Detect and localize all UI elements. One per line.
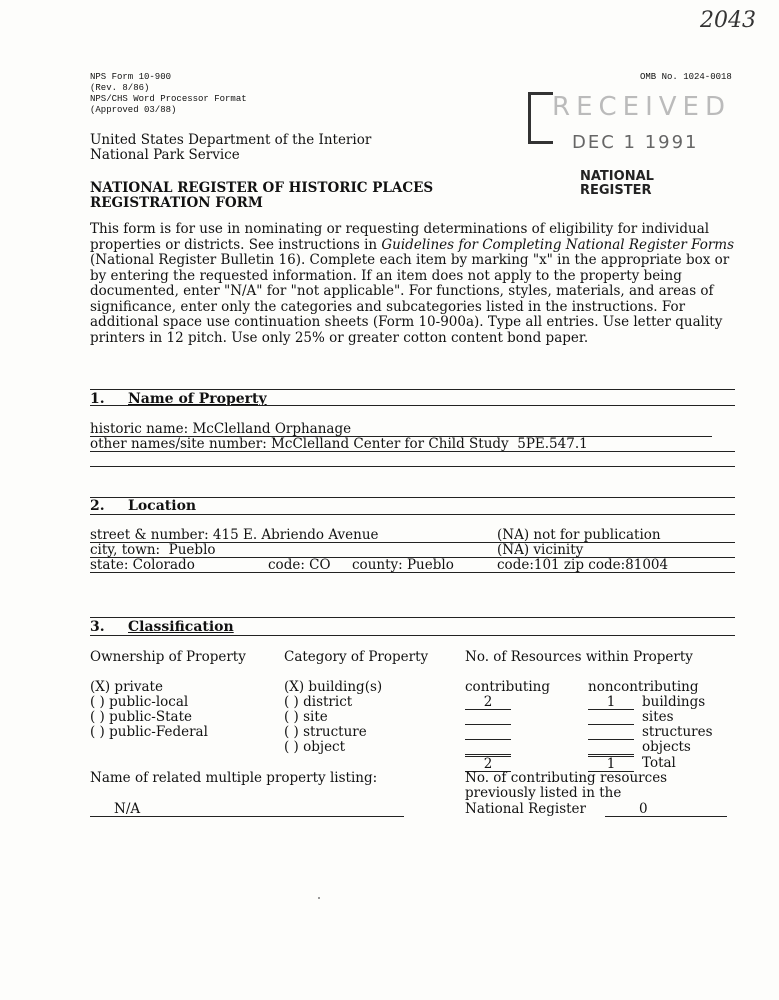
multiple-listing-label: Name of related multiple property listing: [90,770,378,786]
state-code: code: CO [268,557,331,573]
resource-label-objects: objects [642,739,691,755]
guidelines-title: Guidelines for Completing National Register Forms [381,236,735,253]
department-name: United States Department of the Interior [90,132,372,148]
multiple-listing-value: N/A [114,801,141,817]
state: state: Colorado [90,557,195,573]
divider [90,389,735,390]
historic-name: historic name: McClelland Orphanage [90,421,352,437]
ownership-public-local: ( ) public-local [90,694,189,710]
stamp-received: RECEIVED [552,92,731,122]
divider [90,514,735,515]
section-3-number: 3. [90,619,105,635]
ownership-private: (X) private [90,679,163,695]
county-code-zip: code:101 zip code:81004 [497,557,669,573]
form-number: NPS Form 10-900 [90,72,172,82]
field-line [90,466,735,467]
handwritten-page-number: 2043 [700,8,756,33]
category-buildings: (X) building(s) [284,679,383,695]
county: county: Pueblo [352,557,454,573]
not-for-publication: (NA) not for publication [497,527,661,543]
resources-header: No. of Resources within Property [465,649,693,665]
contributing-sites [465,710,511,725]
service-name: National Park Service [90,147,240,163]
resource-label-total: Total [642,755,676,771]
prev-listed-field [605,802,727,817]
street-number: street & number: 415 E. Abriendo Avenue [90,527,379,543]
noncontributing-sites [588,710,634,725]
ownership-public-federal: ( ) public-Federal [90,724,208,740]
vicinity: (NA) vicinity [497,542,584,558]
section-3-title: Classification [128,619,234,635]
instructions-paragraph [90,222,740,346]
resource-label-sites: sites [642,709,674,725]
section-2-number: 2. [90,498,105,514]
section-1-title: Name of Property [128,391,267,407]
stamp-register: REGISTER [580,183,652,198]
ownership-header: Ownership of Property [90,649,246,665]
resource-label-structures: structures [642,724,713,740]
other-names: other names/site number: McClelland Center for Child Study 5PE.547.1 [90,436,588,452]
form-revision: (Rev. 8/86) [90,83,150,93]
stamp-national: NATIONAL [580,169,654,184]
contributing-objects [465,740,511,755]
divider [90,405,735,406]
contributing-total: 2 [465,756,511,772]
instructions-text-1: This form is for use in nominating or requesting determinations of eligibility for individual properties or districts. See instructions in [90,221,710,253]
form-format: NPS/CHS Word Processor Format [90,94,247,104]
field-line [90,572,735,573]
noncontributing-structures [588,725,634,740]
divider [90,617,735,618]
field-line [90,451,735,452]
category-site: ( ) site [284,709,328,725]
ownership-public-state: ( ) public-State [90,709,192,725]
scan-speck [318,897,320,899]
noncontributing-objects [588,740,634,755]
noncontributing-header: noncontributing [588,679,699,695]
city-town: city, town: Pueblo [90,542,216,558]
prev-listed-line-3: National Register [465,801,586,817]
form-title: NATIONAL REGISTER OF HISTORIC PLACES [90,180,434,196]
divider [90,635,735,636]
omb-number: OMB No. 1024-0018 [640,72,732,82]
prev-listed-value: 0 [639,801,648,817]
category-object: ( ) object [284,739,346,755]
prev-listed-line-1: No. of contributing resources [465,770,668,786]
category-header: Category of Property [284,649,429,665]
prev-listed-line-2: previously listed in the [465,785,622,801]
section-1-number: 1. [90,391,105,407]
contributing-buildings: 2 [465,695,511,710]
section-2-title: Location [128,498,197,514]
noncontributing-total: 1 [588,756,634,772]
resource-label-buildings: buildings [642,694,706,710]
multiple-listing-field [90,802,404,817]
category-district: ( ) district [284,694,353,710]
noncontributing-buildings: 1 [588,695,634,710]
contributing-structures [465,725,511,740]
form-approved: (Approved 03/88) [90,105,177,115]
contributing-header: contributing [465,679,550,695]
instructions-text-2: (National Register Bulletin 16). Complete each item by marking "x" in the appropriate box or by entering the requested information. If an item does not apply to the property being documented, enter "N/A" for "not applicable". For functions, styles, materials, and areas of significance, enter only the categories and subcategories listed in the instructions. For additional space use continuation sheets (Form 10-900a). Type all entries. Use letter quality printers in 12 pitch. Use only 25% or greater cotton content bond paper. [90,252,730,346]
form-subtitle: REGISTRATION FORM [90,195,263,211]
stamp-date: DEC 1 1991 [572,132,699,153]
stamp-bracket [528,92,553,144]
category-structure: ( ) structure [284,724,367,740]
